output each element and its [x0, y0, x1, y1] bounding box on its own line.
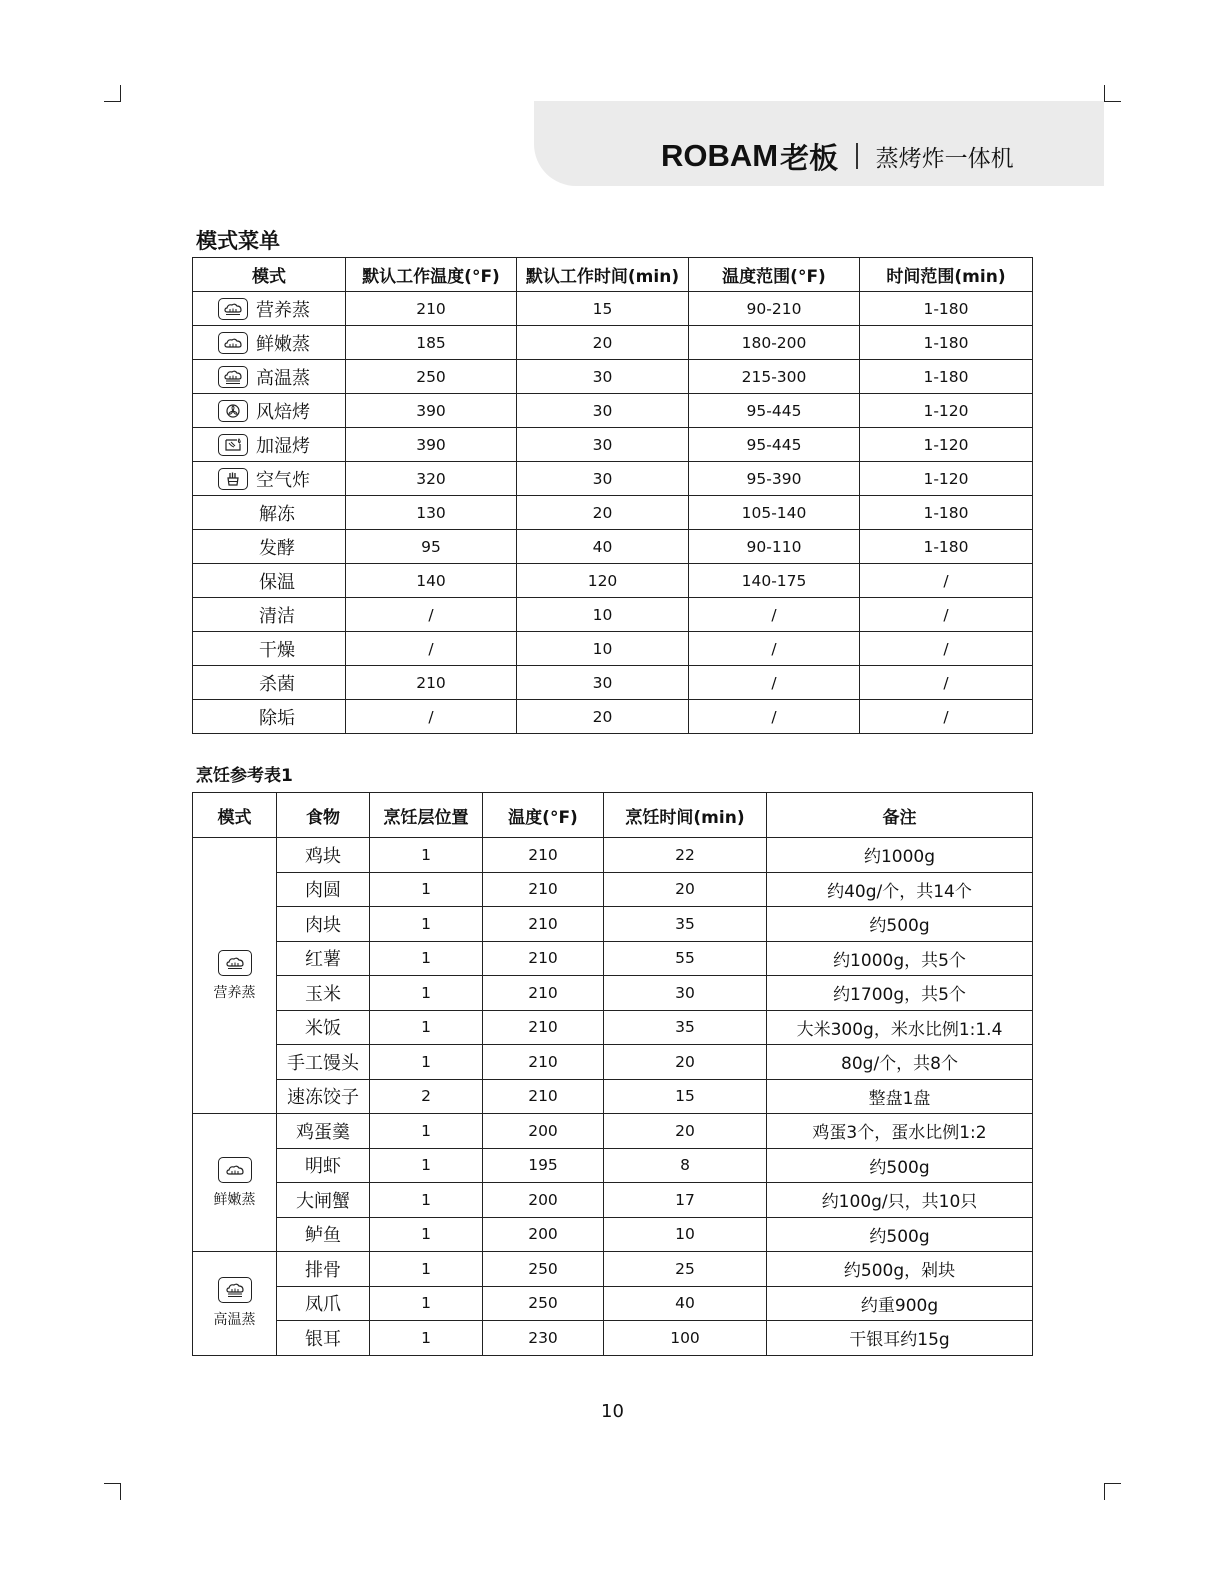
time-range-cell: 1-120 — [860, 394, 1033, 428]
fan-bake-icon — [218, 400, 248, 422]
temp-cell: 200 — [483, 1114, 604, 1149]
note-cell: 约40g/个，共14个 — [767, 872, 1033, 907]
level-cell: 1 — [370, 1217, 483, 1252]
cook-row — [193, 976, 1033, 1011]
mode-name-wrap — [193, 327, 345, 359]
note-cell: 约1000g — [767, 838, 1033, 873]
mode-name: 杀菌 — [259, 673, 295, 695]
mode-name: 鲜嫩蒸 — [256, 333, 310, 355]
humid-bake-icon — [218, 434, 248, 456]
note-cell: 约1700g，共5个 — [767, 976, 1033, 1011]
mode-name: 清洁 — [259, 605, 295, 627]
time-cell: 100 — [604, 1321, 767, 1356]
food-cell: 肉块 — [277, 907, 370, 942]
mode-row — [193, 360, 1033, 394]
mode-menu-table — [192, 257, 1033, 734]
air-fry-icon — [218, 468, 248, 490]
temp-range-cell: / — [689, 666, 860, 700]
default-temp-cell: 210 — [346, 666, 517, 700]
cook-row — [193, 1183, 1033, 1218]
temp-cell: 200 — [483, 1183, 604, 1218]
time-range-cell: 1-120 — [860, 428, 1033, 462]
tender-steam-icon — [218, 1157, 252, 1183]
time-range-cell: / — [860, 632, 1033, 666]
mode-name-wrap — [193, 463, 345, 495]
mode-name-cell — [193, 598, 346, 632]
food-cell: 速冻饺子 — [277, 1079, 370, 1114]
time-cell: 35 — [604, 907, 767, 942]
steam-icon — [218, 298, 248, 320]
note-cell: 约1000g，共5个 — [767, 941, 1033, 976]
mode-row — [193, 428, 1033, 462]
note-cell: 约500g — [767, 1217, 1033, 1252]
cook-table-header-row — [193, 793, 1033, 838]
mode-row — [193, 632, 1033, 666]
temp-cell: 210 — [483, 1045, 604, 1080]
time-range-cell: 1-180 — [860, 530, 1033, 564]
default-temp-cell: 95 — [346, 530, 517, 564]
cook-row — [193, 1321, 1033, 1356]
mode-name-wrap — [193, 395, 345, 427]
temp-cell: 200 — [483, 1217, 604, 1252]
default-time-cell: 20 — [517, 700, 689, 734]
default-time-cell: 120 — [517, 564, 689, 598]
time-range-cell: 1-180 — [860, 292, 1033, 326]
column-header: 烹饪时间(min) — [604, 793, 767, 838]
mode-name: 除垢 — [259, 707, 295, 729]
mode-name-wrap — [193, 429, 345, 461]
time-cell: 20 — [604, 1114, 767, 1149]
level-cell: 1 — [370, 976, 483, 1011]
cook-row — [193, 1286, 1033, 1321]
food-cell: 玉米 — [277, 976, 370, 1011]
time-range-cell: / — [860, 598, 1033, 632]
default-temp-cell: 250 — [346, 360, 517, 394]
column-header: 默认工作时间(min) — [517, 258, 689, 292]
column-header: 烹饪层位置 — [370, 793, 483, 838]
default-temp-cell: / — [346, 700, 517, 734]
default-temp-cell: / — [346, 598, 517, 632]
note-cell: 约重900g — [767, 1286, 1033, 1321]
mode-row — [193, 462, 1033, 496]
mode-name-wrap — [193, 361, 345, 393]
mode-name-cell — [193, 428, 346, 462]
mode-group-label: 鲜嫩蒸 — [213, 1191, 256, 1208]
time-cell: 30 — [604, 976, 767, 1011]
high-temp-steam-icon — [218, 366, 248, 388]
temp-range-cell: / — [689, 598, 860, 632]
cook-row — [193, 872, 1033, 907]
mode-name-cell — [193, 292, 346, 326]
mode-row — [193, 326, 1033, 360]
mode-name: 保温 — [259, 571, 295, 593]
food-cell: 大闸蟹 — [277, 1183, 370, 1218]
time-range-cell: 1-180 — [860, 360, 1033, 394]
note-cell: 约500g — [767, 907, 1033, 942]
level-cell: 1 — [370, 1148, 483, 1183]
level-cell: 1 — [370, 941, 483, 976]
mode-row — [193, 394, 1033, 428]
crop-mark-bottom-left — [104, 1483, 121, 1500]
product-name: 蒸烤炸一体机 — [875, 145, 1014, 172]
cook-row — [193, 1010, 1033, 1045]
time-range-cell: / — [860, 666, 1033, 700]
default-temp-cell: 390 — [346, 428, 517, 462]
time-cell: 55 — [604, 941, 767, 976]
cook-row — [193, 1148, 1033, 1183]
temp-cell: 210 — [483, 976, 604, 1011]
cook-row — [193, 1252, 1033, 1287]
time-range-cell: / — [860, 700, 1033, 734]
mode-name-cell — [193, 700, 346, 734]
food-cell: 明虾 — [277, 1148, 370, 1183]
food-cell: 鸡块 — [277, 838, 370, 873]
time-cell: 35 — [604, 1010, 767, 1045]
steam-icon — [218, 950, 252, 976]
mode-name: 高温蒸 — [256, 367, 310, 389]
default-time-cell: 30 — [517, 360, 689, 394]
mode-name-cell — [193, 530, 346, 564]
mode-name: 风焙烤 — [256, 401, 310, 423]
temp-range-cell: / — [689, 632, 860, 666]
mode-group-cell — [193, 838, 277, 1114]
note-cell: 整盘1盘 — [767, 1079, 1033, 1114]
mode-row — [193, 598, 1033, 632]
food-cell: 米饭 — [277, 1010, 370, 1045]
mode-row — [193, 666, 1033, 700]
time-cell: 17 — [604, 1183, 767, 1218]
temp-range-cell: / — [689, 700, 860, 734]
level-cell: 1 — [370, 1252, 483, 1287]
food-cell: 排骨 — [277, 1252, 370, 1287]
default-time-cell: 30 — [517, 394, 689, 428]
default-temp-cell: / — [346, 632, 517, 666]
temp-cell: 210 — [483, 941, 604, 976]
cook-row — [193, 907, 1033, 942]
temp-range-cell: 95-445 — [689, 428, 860, 462]
level-cell: 2 — [370, 1079, 483, 1114]
default-time-cell: 20 — [517, 496, 689, 530]
brand-header — [661, 136, 1014, 176]
note-cell: 大米300g，米水比例1:1.4 — [767, 1010, 1033, 1045]
temp-cell: 210 — [483, 907, 604, 942]
food-cell: 凤爪 — [277, 1286, 370, 1321]
temp-cell: 210 — [483, 838, 604, 873]
cook-row — [193, 1114, 1033, 1149]
brand-separator — [856, 143, 858, 169]
mode-name-cell — [193, 632, 346, 666]
mode-name-cell — [193, 666, 346, 700]
column-header: 温度(°F) — [483, 793, 604, 838]
level-cell: 1 — [370, 1010, 483, 1045]
default-time-cell: 30 — [517, 462, 689, 496]
food-cell: 鲈鱼 — [277, 1217, 370, 1252]
mode-name: 加湿烤 — [256, 435, 310, 457]
food-cell: 肉圆 — [277, 872, 370, 907]
column-header: 备注 — [767, 793, 1033, 838]
temp-range-cell: 140-175 — [689, 564, 860, 598]
column-header: 时间范围(min) — [860, 258, 1033, 292]
mode-group — [193, 950, 276, 1002]
food-cell: 银耳 — [277, 1321, 370, 1356]
time-cell: 20 — [604, 1045, 767, 1080]
mode-name-cell — [193, 326, 346, 360]
cook-table-body — [193, 838, 1033, 1356]
mode-group — [193, 1277, 276, 1329]
cook-row — [193, 1045, 1033, 1080]
default-time-cell: 30 — [517, 666, 689, 700]
high-temp-steam-icon — [218, 1277, 252, 1303]
mode-row — [193, 530, 1033, 564]
time-cell: 40 — [604, 1286, 767, 1321]
mode-name-wrap — [193, 497, 345, 529]
mode-group-cell — [193, 1114, 277, 1252]
temp-cell: 230 — [483, 1321, 604, 1356]
time-cell: 10 — [604, 1217, 767, 1252]
temp-range-cell: 95-390 — [689, 462, 860, 496]
temp-range-cell: 180-200 — [689, 326, 860, 360]
mode-name: 营养蒸 — [256, 299, 310, 321]
mode-name-wrap — [193, 667, 345, 699]
time-range-cell: 1-180 — [860, 496, 1033, 530]
default-time-cell: 10 — [517, 598, 689, 632]
time-range-cell: / — [860, 564, 1033, 598]
mode-group-cell — [193, 1252, 277, 1356]
default-time-cell: 20 — [517, 326, 689, 360]
mode-name-cell — [193, 496, 346, 530]
mode-row — [193, 496, 1033, 530]
note-cell: 约500g — [767, 1148, 1033, 1183]
temp-range-cell: 95-445 — [689, 394, 860, 428]
default-temp-cell: 185 — [346, 326, 517, 360]
note-cell: 约100g/只，共10只 — [767, 1183, 1033, 1218]
default-temp-cell: 210 — [346, 292, 517, 326]
temp-cell: 195 — [483, 1148, 604, 1183]
food-cell: 手工馒头 — [277, 1045, 370, 1080]
cook-row — [193, 1217, 1033, 1252]
level-cell: 1 — [370, 1114, 483, 1149]
column-header: 食物 — [277, 793, 370, 838]
time-cell: 25 — [604, 1252, 767, 1287]
temp-cell: 210 — [483, 1010, 604, 1045]
mode-name-wrap — [193, 701, 345, 733]
temp-range-cell: 215-300 — [689, 360, 860, 394]
level-cell: 1 — [370, 1045, 483, 1080]
crop-mark-top-right — [1104, 85, 1121, 102]
column-header: 默认工作温度(°F) — [346, 258, 517, 292]
cook-row — [193, 838, 1033, 873]
page-number: 10 — [601, 1401, 624, 1422]
mode-name-cell — [193, 462, 346, 496]
mode-name-wrap — [193, 565, 345, 597]
default-temp-cell: 390 — [346, 394, 517, 428]
time-cell: 8 — [604, 1148, 767, 1183]
column-header: 温度范围(°F) — [689, 258, 860, 292]
crop-mark-bottom-right — [1104, 1483, 1121, 1500]
default-temp-cell: 140 — [346, 564, 517, 598]
tender-steam-icon — [218, 332, 248, 354]
note-cell: 干银耳约15g — [767, 1321, 1033, 1356]
crop-mark-top-left — [104, 85, 121, 102]
time-cell: 15 — [604, 1079, 767, 1114]
default-time-cell: 15 — [517, 292, 689, 326]
brand-logo: ROBAM — [661, 138, 779, 173]
mode-name: 干燥 — [259, 639, 295, 661]
mode-table-header-row — [193, 258, 1033, 292]
mode-menu-title: 模式菜单 — [196, 229, 280, 253]
cooking-reference-table — [192, 792, 1033, 1356]
mode-name-wrap — [193, 599, 345, 631]
temp-range-cell: 105-140 — [689, 496, 860, 530]
food-cell: 鸡蛋羹 — [277, 1114, 370, 1149]
mode-group — [193, 1157, 276, 1209]
mode-group-label: 高温蒸 — [213, 1312, 256, 1329]
mode-name-cell — [193, 360, 346, 394]
mode-name-cell — [193, 564, 346, 598]
level-cell: 1 — [370, 872, 483, 907]
default-temp-cell: 320 — [346, 462, 517, 496]
default-time-cell: 10 — [517, 632, 689, 666]
column-header: 模式 — [193, 258, 346, 292]
default-time-cell: 30 — [517, 428, 689, 462]
time-cell: 20 — [604, 872, 767, 907]
column-header: 模式 — [193, 793, 277, 838]
temp-cell: 250 — [483, 1286, 604, 1321]
mode-name-wrap — [193, 633, 345, 665]
mode-table-body — [193, 292, 1033, 734]
mode-name-wrap — [193, 531, 345, 563]
mode-row — [193, 564, 1033, 598]
cooking-reference-title: 烹饪参考表1 — [196, 766, 293, 786]
level-cell: 1 — [370, 1286, 483, 1321]
mode-name: 解冻 — [259, 503, 295, 525]
temp-range-cell: 90-210 — [689, 292, 860, 326]
default-time-cell: 40 — [517, 530, 689, 564]
mode-row — [193, 292, 1033, 326]
time-cell: 22 — [604, 838, 767, 873]
mode-group-label: 营养蒸 — [213, 984, 256, 1001]
default-temp-cell: 130 — [346, 496, 517, 530]
level-cell: 1 — [370, 1183, 483, 1218]
note-cell: 约500g，剁块 — [767, 1252, 1033, 1287]
mode-name: 空气炸 — [256, 469, 310, 491]
mode-row — [193, 700, 1033, 734]
mode-name-wrap — [193, 293, 345, 325]
food-cell: 红薯 — [277, 941, 370, 976]
level-cell: 1 — [370, 907, 483, 942]
temp-cell: 210 — [483, 872, 604, 907]
time-range-cell: 1-180 — [860, 326, 1033, 360]
note-cell: 鸡蛋3个，蛋水比例1:2 — [767, 1114, 1033, 1149]
cook-row — [193, 941, 1033, 976]
temp-cell: 250 — [483, 1252, 604, 1287]
mode-name: 发酵 — [259, 537, 295, 559]
note-cell: 80g/个，共8个 — [767, 1045, 1033, 1080]
time-range-cell: 1-120 — [860, 462, 1033, 496]
mode-name-cell — [193, 394, 346, 428]
level-cell: 1 — [370, 838, 483, 873]
level-cell: 1 — [370, 1321, 483, 1356]
cook-row — [193, 1079, 1033, 1114]
brand-cn-name: 老板 — [780, 140, 839, 175]
temp-cell: 210 — [483, 1079, 604, 1114]
temp-range-cell: 90-110 — [689, 530, 860, 564]
